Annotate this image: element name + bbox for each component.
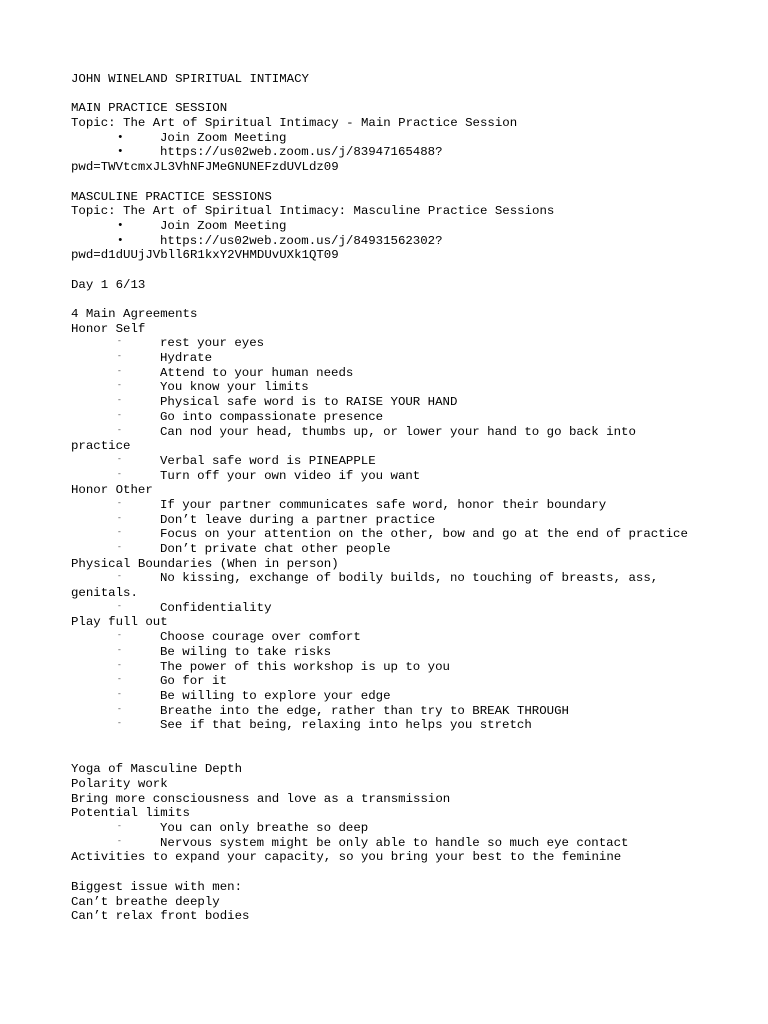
list-item-text: Attend to your human needs	[160, 365, 354, 380]
main-session-heading: MAIN PRACTICE SESSION	[71, 101, 228, 116]
honor-self-heading: Honor Self	[71, 321, 146, 336]
list-item-text: See if that being, relaxing into helps you stretch	[160, 718, 532, 733]
list-item	[71, 366, 711, 381]
bullet-dash-icon: -	[117, 337, 122, 347]
bullet-dash-icon: -	[117, 410, 122, 420]
bullet-dash-icon: -	[117, 704, 122, 714]
list-item-text: You know your limits	[160, 380, 309, 395]
honor-self-list-2	[71, 454, 711, 483]
honor-self-wrap: practice	[71, 439, 131, 454]
list-item-text: Don’t private chat other people	[160, 542, 391, 556]
bullet-dash-icon: -	[117, 528, 122, 538]
list-item-text: Verbal safe word is PINEAPPLE	[160, 453, 376, 468]
list-item-text: Go into compassionate presence	[160, 409, 384, 424]
list-item-text: Don’t leave during a partner practice	[160, 512, 436, 527]
list-item-text: The power of this workshop is up to you	[160, 659, 450, 674]
list-item	[71, 498, 711, 513]
list-item-text: Be wiling to take risks	[160, 644, 332, 659]
honor-other-heading: Honor Other	[71, 483, 153, 498]
list-item	[71, 821, 711, 836]
bullet-dot-icon: •	[117, 146, 124, 159]
honor-self-list	[71, 336, 711, 439]
bullet-dash-icon: -	[117, 469, 122, 479]
bullet-dash-icon: -	[117, 543, 122, 552]
bullet-dash-icon: -	[117, 631, 122, 641]
main-session-topic: Topic: The Art of Spiritual Intimacy - Main Practice Session	[71, 116, 518, 131]
bullet-dash-icon: -	[117, 425, 122, 435]
list-item	[71, 410, 711, 425]
bullet-dash-icon: -	[117, 572, 122, 582]
list-item	[71, 513, 711, 528]
list-item-text: Focus on your attention on the other, bow and go at the end of practice	[160, 527, 688, 542]
list-item-text: Nervous system might be only able to handle so much eye contact	[160, 835, 629, 850]
bullet-dash-icon: -	[117, 689, 122, 699]
bullet-dash-icon: -	[117, 381, 122, 391]
yoga-list	[71, 821, 711, 850]
list-item-text: If your partner communicates safe word, honor their boundary	[160, 497, 607, 512]
spacer	[71, 87, 711, 102]
list-item-text: rest your eyes	[160, 336, 265, 351]
masculine-session-heading: MASCULINE PRACTICE SESSIONS	[71, 189, 272, 204]
masculine-session-topic: Topic: The Art of Spiritual Intimacy: Masculine Practice Sessions	[71, 204, 555, 219]
list-item-text: Physical safe word is to RAISE YOUR HAND	[160, 395, 458, 410]
bullet-dash-icon: -	[117, 396, 122, 406]
bullet-dash-icon: -	[117, 719, 122, 729]
list-item	[71, 219, 711, 234]
bullet-dash-icon: -	[117, 366, 122, 376]
list-item	[71, 674, 711, 689]
bullet-dash-icon: -	[117, 660, 122, 670]
masculine-zoom-password[interactable]: pwd=d1dUUjJVbll6R1kxY2VHMDUvUXk1QT09	[71, 248, 339, 263]
list-item-text: Hydrate	[160, 351, 213, 366]
bullet-dash-icon: -	[117, 645, 122, 655]
bullet-dash-icon: -	[117, 352, 122, 362]
yoga-heading: Yoga of Masculine Depth	[71, 762, 243, 777]
list-item	[71, 469, 711, 484]
physical-boundaries-list	[71, 571, 711, 586]
list-item-text: Confidentiality	[160, 600, 272, 615]
agreements-heading: 4 Main Agreements	[71, 307, 198, 321]
list-item	[71, 234, 711, 249]
list-item	[71, 630, 711, 645]
play-full-out-heading: Play full out	[71, 615, 168, 630]
list-item	[71, 351, 711, 366]
bullet-dash-icon: -	[117, 513, 122, 523]
spacer	[71, 865, 711, 880]
bullet-dash-icon: -	[117, 498, 122, 508]
list-item-text: Choose courage over comfort	[160, 630, 361, 645]
bullet-dot-icon: •	[117, 219, 124, 232]
issues-line-1: Can’t breathe deeply	[71, 894, 220, 909]
bullet-dot-icon: •	[117, 234, 124, 247]
physical-boundaries-heading: Physical Boundaries (When in person)	[71, 556, 339, 571]
list-item	[71, 527, 711, 542]
spacer	[71, 292, 711, 307]
bullet-dash-icon: -	[117, 836, 122, 846]
list-item	[71, 425, 711, 440]
yoga-line-2: Bring more consciousness and love as a transmission	[71, 791, 451, 806]
document-title: JOHN WINELAND SPIRITUAL INTIMACY	[71, 72, 309, 86]
list-item	[71, 571, 711, 586]
list-item	[71, 660, 711, 675]
physical-boundaries-wrap: genitals.	[71, 586, 138, 601]
list-item	[71, 145, 711, 160]
bullet-dash-icon: -	[117, 675, 122, 685]
list-item	[71, 336, 711, 351]
list-item-text: Breathe into the edge, rather than try to BREAK THROUGH	[160, 703, 569, 718]
list-item	[71, 454, 711, 469]
honor-other-list	[71, 498, 711, 557]
list-item	[71, 542, 711, 557]
list-item	[71, 645, 711, 660]
list-item	[71, 601, 711, 616]
issues-heading: Biggest issue with men:	[71, 879, 243, 894]
list-item	[71, 380, 711, 395]
spacer	[71, 733, 711, 748]
main-zoom-link[interactable]: https://us02web.zoom.us/j/83947165488?	[160, 145, 443, 160]
list-item-text: Can nod your head, thumbs up, or lower your hand to go back into	[160, 424, 636, 439]
main-zoom-password[interactable]: pwd=TWVtcmxJL3VhNFJMeGNUNEFzdUVLdz09	[71, 160, 339, 175]
list-item-text: Turn off your own video if you want	[160, 468, 421, 483]
list-item-text: You can only breathe so deep	[160, 821, 369, 836]
masculine-zoom-join-label: Join Zoom Meeting	[160, 218, 287, 233]
list-item	[71, 131, 711, 146]
yoga-line-4: Activities to expand your capacity, so you bring your best to the feminine	[71, 850, 622, 865]
day-label: Day 1 6/13	[71, 277, 146, 292]
masculine-zoom-link[interactable]: https://us02web.zoom.us/j/84931562302?	[160, 233, 443, 248]
physical-boundaries-list-2	[71, 601, 711, 616]
bullet-dash-icon: -	[117, 822, 122, 832]
list-item	[71, 836, 711, 851]
document-page	[71, 72, 711, 924]
main-zoom-join-label: Join Zoom Meeting	[160, 130, 287, 145]
play-full-out-list	[71, 630, 711, 733]
list-item-text: Be willing to explore your edge	[160, 688, 391, 703]
spacer	[71, 263, 711, 278]
bullet-dash-icon: -	[117, 454, 122, 464]
list-item	[71, 689, 711, 704]
list-item	[71, 718, 711, 733]
list-item	[71, 395, 711, 410]
list-item-text: No kissing, exchange of bodily builds, no touching of breasts, ass,	[160, 571, 659, 586]
list-item	[71, 704, 711, 719]
spacer	[71, 175, 711, 190]
bullet-dot-icon: •	[117, 131, 124, 144]
issues-line-2: Can’t relax front bodies	[71, 909, 250, 924]
yoga-line-3: Potential limits	[71, 806, 190, 821]
spacer	[71, 748, 711, 763]
list-item-text: Go for it	[160, 674, 227, 689]
yoga-line-1: Polarity work	[71, 777, 168, 791]
bullet-dash-icon: -	[117, 601, 122, 611]
